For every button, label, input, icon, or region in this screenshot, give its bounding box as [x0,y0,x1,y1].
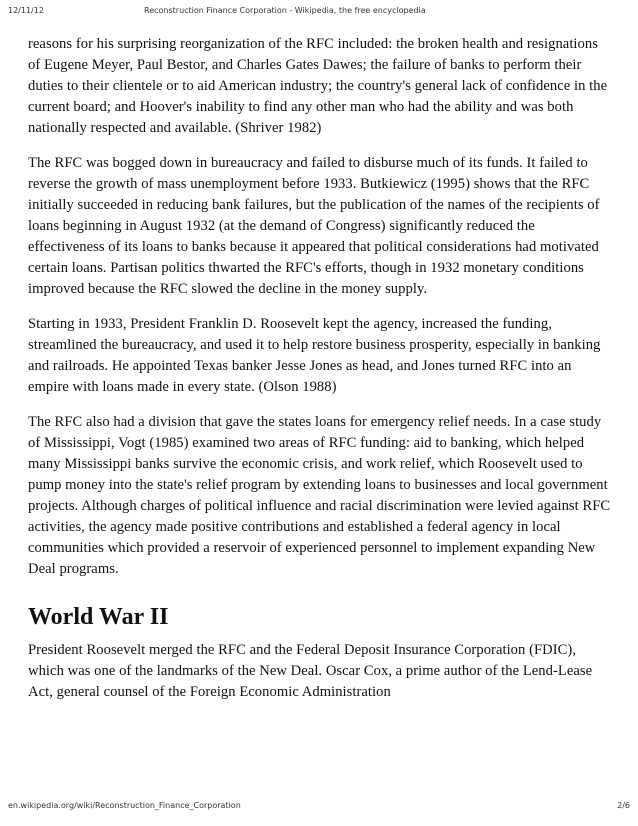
print-url: en.wikipedia.org/wiki/Reconstruction_Finance_Corporation [8,801,241,810]
section-heading-world-war-ii: World War II [28,604,169,630]
paragraph-world-war-ii: President Roosevelt merged the RFC and the Federal Deposit Insurance Corporation (FDIC), which was one of the landmarks of the New Deal. Oscar Cox, a prime author of the Lend-Lease Act, general counsel of the Foreign Economic Administration [28,642,593,700]
paragraph-rfc-reorganization-reasons: reasons for his surprising reorganization of the RFC included: the broken health and resignations of Eugene Meyer, Paul Bestor, and Charles Gates Dawes; the failure of banks to perform their duties to their clientele or to aid American industry; the country's general lack of confidence in the current board; and Hoover's inability to find any other man who had the ability and was both nationally respected and available. (Shriver 1982) [28,36,608,136]
paragraph-roosevelt-1933: Starting in 1933, President Franklin D. Roosevelt kept the agency, increased the funding, streamlined the bureaucracy, and used it to help restore business prosperity, especially in banking and railroads. He appointed Texas banker Jesse Jones as head, and Jones turned RFC into an empire with loans made in every state. (Olson 1988) [28,316,601,395]
article-body [28,34,612,717]
print-date: 12/11/12 [8,6,44,15]
print-page-number: 2/6 [617,801,630,810]
paragraph-emergency-relief: The RFC also had a division that gave the states loans for emergency relief needs. In a case study of Mississippi, Vogt (1985) examined two areas of RFC funding: aid to banking, which helped many Mississippi banks survive the economic crisis, and work relief, which Roosevelt used to pump money into the state's relief program by extending loans to businesses and local government projects. Although charges of political influence and racial discrimination were levied against RFC activities, the agency made positive contributions and established a federal agency in local communities which provided a reservoir of experienced personnel to implement expanding New Deal programs. [28,414,611,577]
print-footer [8,801,630,815]
paragraph-rfc-bureaucracy: The RFC was bogged down in bureaucracy and failed to disburse much of its funds. It failed to reverse the growth of mass unemployment before 1933. Butkiewicz (1995) shows that the RFC initially succeeded in reducing bank failures, but the publication of the names of the recipients of loans beginning in August 1932 (at the demand of Congress) significantly reduced the effectiveness of its loans to banks because it appeared that political considerations had motivated certain loans. Partisan politics thwarted the RFC's efforts, though in 1932 monetary conditions improved because the RFC slowed the decline in the money supply. [28,155,600,297]
print-header [8,6,630,20]
print-page-title: Reconstruction Finance Corporation - Wikipedia, the free encyclopedia [144,6,426,15]
